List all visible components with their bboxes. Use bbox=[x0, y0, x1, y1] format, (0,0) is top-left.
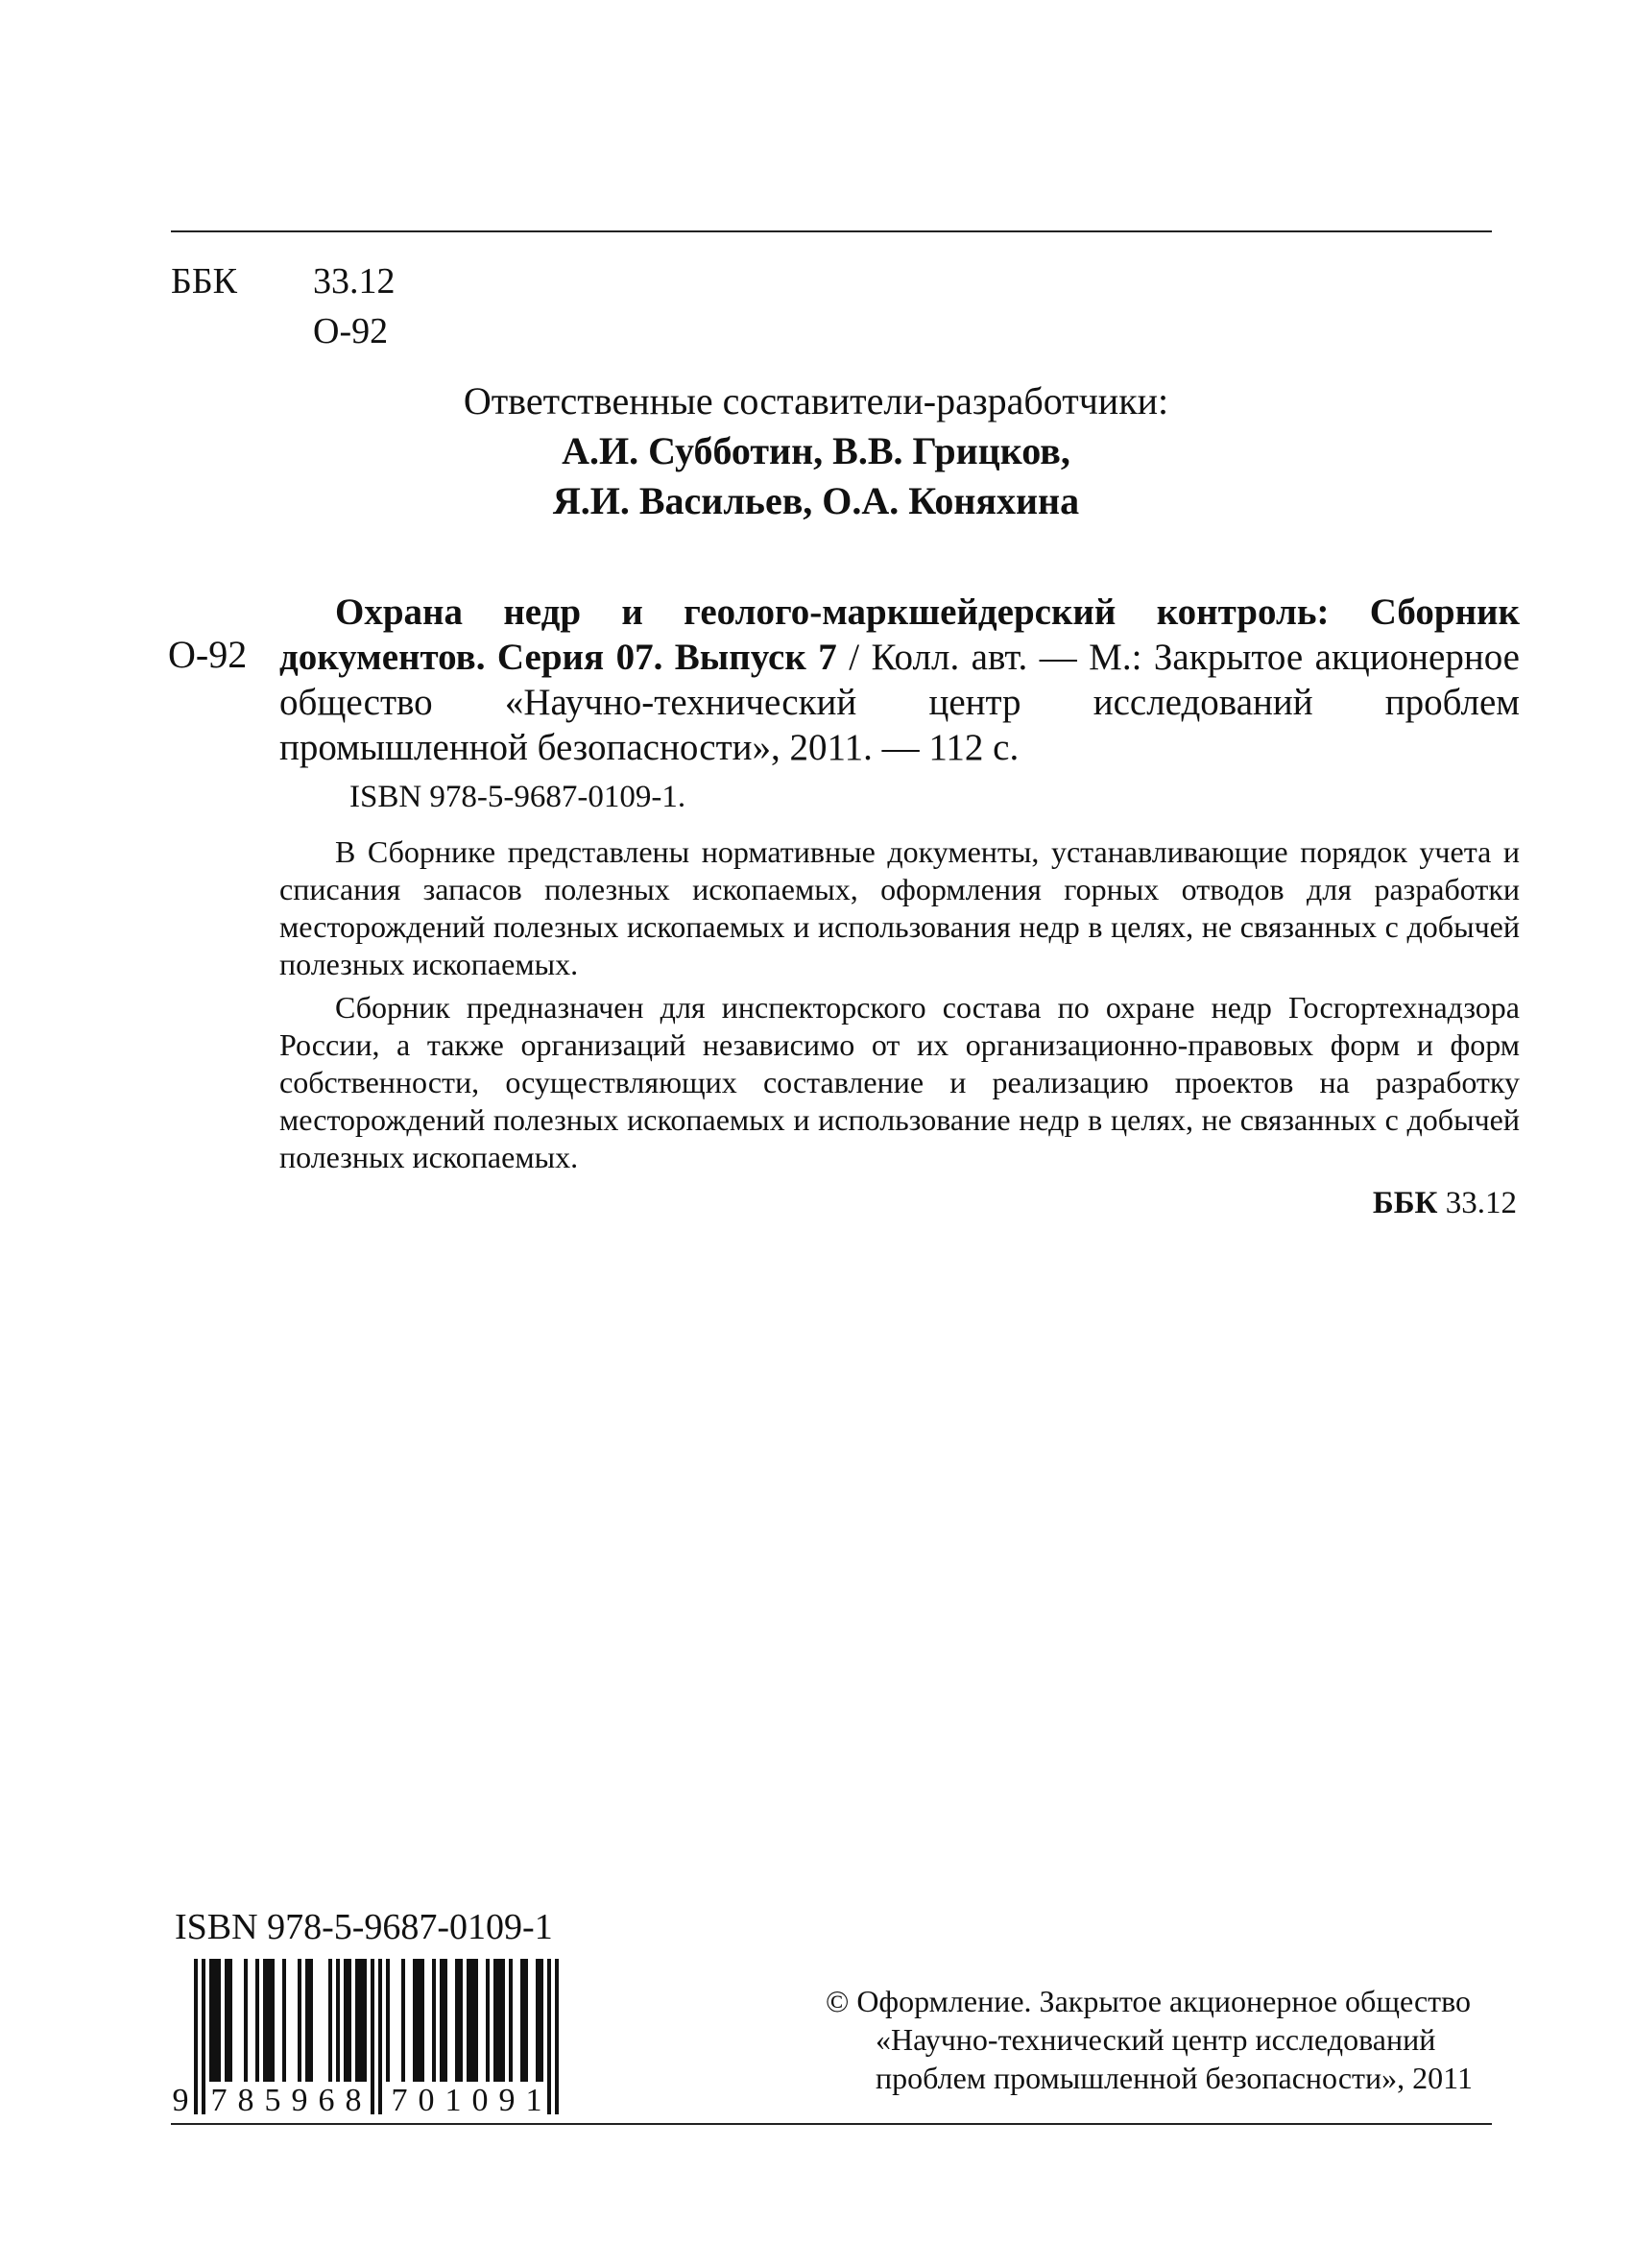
barcode-guard-bar bbox=[555, 1959, 559, 2114]
barcode-digit: 5 bbox=[264, 2083, 281, 2118]
barcode-guard-bar bbox=[194, 1959, 198, 2114]
annotation-paragraph-2: Сборник предназначен для инспекторского состава по охране недр Госгортехнадзора России, а также организаций независимо от их организационно-правовых форм и форм собственности, осуществляющих составление и реализацию проектов на разработку месторождений полезных ископаемых и использование недр в целях, не связанных с добычей полезных ископаемых. bbox=[279, 990, 1520, 1174]
barcode-bar bbox=[417, 1959, 420, 2082]
barcode-bar bbox=[348, 1959, 351, 2082]
barcode-digit: 0 bbox=[471, 2083, 489, 2118]
barcode-bar bbox=[401, 1959, 405, 2082]
barcode-guard-bar bbox=[547, 1959, 551, 2114]
bibliographic-record bbox=[279, 590, 1520, 770]
barcode-bar bbox=[467, 1959, 470, 2082]
author-mark: О-92 bbox=[313, 311, 389, 351]
isbn-barcode bbox=[169, 1957, 572, 2120]
barcode-bar bbox=[536, 1959, 540, 2082]
barcode-bar bbox=[444, 1959, 447, 2082]
barcode-bar bbox=[244, 1959, 248, 2082]
barcode-digit: 7 bbox=[210, 2083, 228, 2118]
barcode-bar bbox=[298, 1959, 301, 2082]
barcode-digit: 1 bbox=[525, 2083, 542, 2118]
bbk-footer bbox=[1344, 1184, 1517, 1222]
barcode-bar bbox=[413, 1959, 417, 2082]
barcode-bar bbox=[271, 1959, 275, 2082]
barcode-guard-bar bbox=[378, 1959, 382, 2114]
barcode-bar bbox=[486, 1959, 490, 2082]
authors-line-1: А.И. Субботин, В.В. Грицков, bbox=[562, 429, 1070, 472]
bbk-label: ББК bbox=[171, 261, 237, 302]
barcode-bar bbox=[309, 1959, 313, 2082]
barcode-guard-bar bbox=[202, 1959, 205, 2114]
imprint: / Колл. авт. — М.: Закрытое акционерное общество «Научно-технический центр исследований проблем промышленной безопасности», 2011. — 112 с. bbox=[279, 637, 1520, 768]
annotation-paragraph-1: В Сборнике представлены нормативные документы, устанавливающие порядок учета и списания запасов полезных ископаемых, оформления горных отводов для разработки месторождений полезных ископаемых и использования недр в целях, не связанных с добычей полезных ископаемых. bbox=[279, 834, 1520, 981]
isbn-barcode-label: ISBN 978-5-9687-0109-1 bbox=[175, 1907, 553, 1947]
barcode-bar bbox=[470, 1959, 474, 2082]
copyright-line-3: проблем промышленной безопасности», 2011 bbox=[876, 2061, 1473, 2095]
barcode-bar bbox=[459, 1959, 463, 2082]
authors-caption: Ответственные составители-разработчики: bbox=[463, 379, 1169, 422]
barcode-bar bbox=[282, 1959, 286, 2082]
barcode-digits bbox=[173, 2083, 542, 2118]
barcode-digit: 1 bbox=[444, 2083, 462, 2118]
barcode-digit: 8 bbox=[345, 2083, 362, 2118]
barcode-bar bbox=[497, 1959, 501, 2082]
barcode-guard-bar bbox=[371, 1959, 374, 2114]
copyright-block bbox=[826, 1982, 1517, 2097]
barcode-bar bbox=[328, 1959, 332, 2082]
bibliographic-cipher: О-92 bbox=[168, 633, 248, 676]
barcode-digit: 9 bbox=[498, 2083, 516, 2118]
barcode-bar bbox=[540, 1959, 543, 2082]
copyright-line-1: © Оформление. Закрытое акционерное общество bbox=[826, 1984, 1472, 2018]
barcode-digit: 6 bbox=[318, 2083, 335, 2118]
annotation bbox=[279, 833, 1520, 1182]
barcode-bar bbox=[440, 1959, 444, 2082]
bottom-rule bbox=[171, 2123, 1492, 2125]
barcode-digit: 8 bbox=[237, 2083, 254, 2118]
barcode-digit: 9 bbox=[291, 2083, 308, 2118]
barcode-bar bbox=[336, 1959, 340, 2082]
barcode-bar bbox=[355, 1959, 359, 2082]
barcode-digit: 7 bbox=[391, 2083, 408, 2118]
bbk-footer-code: 33.12 bbox=[1445, 1186, 1517, 1220]
barcode-bar bbox=[520, 1959, 524, 2082]
book-title: Охрана недр и геолого-маркшейдерский контроль: Сборник документов. Серия 07. Выпуск 7 bbox=[279, 591, 1520, 678]
barcode-digit: 0 bbox=[418, 2083, 435, 2118]
barcode-bar bbox=[209, 1959, 213, 2082]
barcode-bar bbox=[493, 1959, 497, 2082]
barcode-bar bbox=[225, 1959, 228, 2082]
barcode-bar bbox=[255, 1959, 259, 2082]
barcode-bar bbox=[263, 1959, 267, 2082]
barcode-bar bbox=[386, 1959, 390, 2082]
isbn-inline: ISBN 978-5-9687-0109-1. bbox=[349, 780, 686, 814]
barcode-bar bbox=[474, 1959, 478, 2082]
barcode-bar bbox=[455, 1959, 459, 2082]
barcode-bar bbox=[501, 1959, 505, 2082]
barcode-bar bbox=[524, 1959, 528, 2082]
authors-block bbox=[192, 376, 1440, 526]
barcode-bar bbox=[363, 1959, 367, 2082]
barcode-bar bbox=[213, 1959, 217, 2082]
bbk-code: 33.12 bbox=[313, 261, 396, 302]
barcode-bar bbox=[228, 1959, 232, 2082]
barcode-bar bbox=[217, 1959, 221, 2082]
authors-line-2: Я.И. Васильев, О.А. Коняхина bbox=[552, 479, 1080, 522]
barcode-bar bbox=[359, 1959, 363, 2082]
barcode-bar bbox=[267, 1959, 271, 2082]
top-rule bbox=[171, 230, 1492, 232]
barcode-bar bbox=[432, 1959, 436, 2082]
barcode-bar bbox=[509, 1959, 513, 2082]
barcode-digit: 9 bbox=[172, 2083, 189, 2118]
barcode-bar bbox=[305, 1959, 309, 2082]
copyright-line-2: «Научно-технический центр исследований bbox=[876, 2022, 1436, 2057]
barcode-bar bbox=[344, 1959, 348, 2082]
barcode-bar bbox=[420, 1959, 424, 2082]
bbk-footer-label: ББК bbox=[1372, 1186, 1438, 1220]
